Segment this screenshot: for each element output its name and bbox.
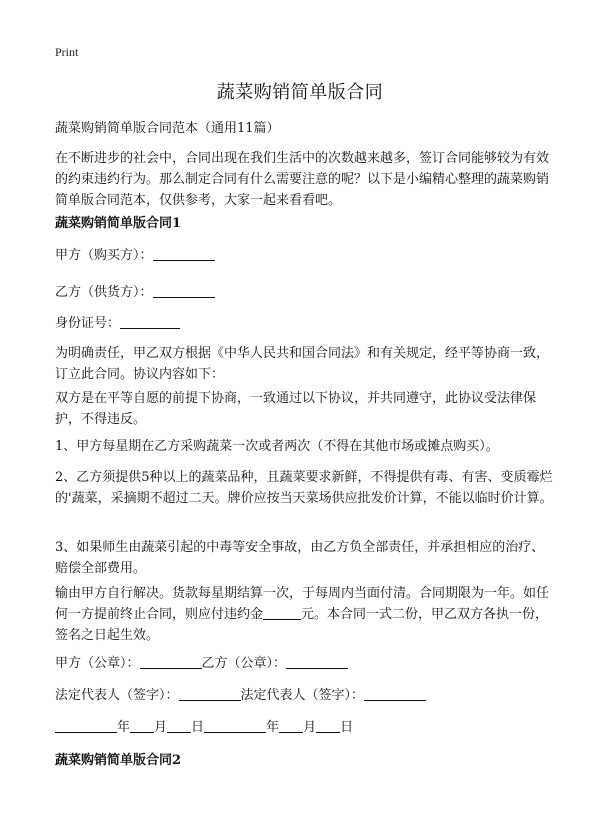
- contract-paragraph-1: 为明确责任，甲乙双方根据《中华人民共和国合同法》和有关规定，经平等协商一致，订立此合同。协议内容如下：: [55, 346, 550, 382]
- day-b-label: 日: [340, 720, 354, 735]
- print-link[interactable]: Print: [55, 45, 79, 59]
- clause-3: 3、如果师生由蔬菜引起的中毒等安全事故，由乙方负全部责任，并承担相应的治疗、赔偿全部费用。: [55, 540, 545, 576]
- contract-2-heading: 蔬菜购销简单版合同2: [55, 753, 182, 768]
- clause-2: 2、乙方须提供5种以上的蔬菜品种，且蔬菜要求新鲜，不得提供有毒、有害、变质霉烂的'蔬菜，采摘期不超过二天。牌价应按当天菜场供应批发价计算，不能以临时价计算。: [55, 470, 553, 506]
- id-number-label: 身份证号：: [55, 316, 121, 331]
- year-a-blank: [55, 718, 117, 733]
- party-a-rep-label: 法定代表人（签字）：: [55, 688, 179, 703]
- buyer-label: 甲方（购买方）：: [55, 248, 153, 263]
- representative-line: [55, 685, 555, 706]
- contract-1-heading: 蔬菜购销简单版合同1: [55, 216, 182, 231]
- day-a-blank: [167, 718, 191, 733]
- page-title: 蔬菜购销简单版合同: [216, 82, 384, 103]
- contract-paragraph-2: 双方是在平等自愿的前提下协商，一致通过以下协议，并共同遵守，此协议受法律保护，不得违反。: [55, 391, 537, 427]
- stamp-line: [55, 653, 555, 674]
- party-b-stamp-blank: [286, 654, 348, 669]
- day-a-label: 日: [191, 720, 205, 735]
- seller-label: 乙方（供货方）：: [55, 285, 153, 300]
- party-a-stamp-blank: [140, 654, 202, 669]
- buyer-field: [55, 245, 555, 266]
- contract-paragraph-3: [55, 583, 555, 646]
- year-b-blank: [204, 718, 266, 733]
- id-number-field: [55, 313, 555, 334]
- buyer-blank: [153, 246, 215, 261]
- id-number-blank: [120, 314, 180, 329]
- paragraph-3-part-b: 元。本合同一式二份，甲乙双方各执一份，签名之日起生效。: [55, 607, 549, 643]
- month-a-blank: [130, 718, 154, 733]
- penalty-blank: [263, 605, 301, 620]
- party-b-stamp-label: 乙方（公章）：: [201, 656, 287, 671]
- party-b-rep-label: 法定代表人（签字）：: [240, 688, 365, 703]
- year-a-label: 年: [117, 720, 131, 735]
- month-b-blank: [279, 718, 303, 733]
- document-subtitle: 蔬菜购销简单版合同范本（通用11篇）: [55, 121, 280, 136]
- seller-blank: [153, 283, 215, 298]
- seller-field: [55, 282, 555, 303]
- party-a-stamp-label: 甲方（公章）：: [55, 656, 140, 671]
- intro-paragraph: 在不断进步的社会中，合同出现在我们生活中的次数越来越多，签订合同能够较为有效的约束违约行为。那么制定合同有什么需要注意的呢？以下是小编精心整理的蔬菜购销简单版合同范本，仅供参考，大家一起来看看吧。: [55, 151, 550, 208]
- day-b-blank: [316, 718, 340, 733]
- month-b-label: 月: [303, 720, 317, 735]
- paragraph-3-part-a: 输由甲方自行解决。货款每星期结算一次，于每周内当面付清。合同期限为一年。如任何一方提前终止合同，则应付违约金: [55, 586, 550, 622]
- clause-1: 1、甲方每星期在乙方采购蔬菜一次或者两次（不得在其他市场或摊点购买）。: [55, 439, 499, 454]
- party-b-rep-blank: [364, 686, 426, 701]
- party-a-rep-blank: [179, 686, 241, 701]
- year-b-label: 年: [266, 720, 280, 735]
- date-line: [55, 717, 555, 738]
- month-a-label: 月: [154, 720, 168, 735]
